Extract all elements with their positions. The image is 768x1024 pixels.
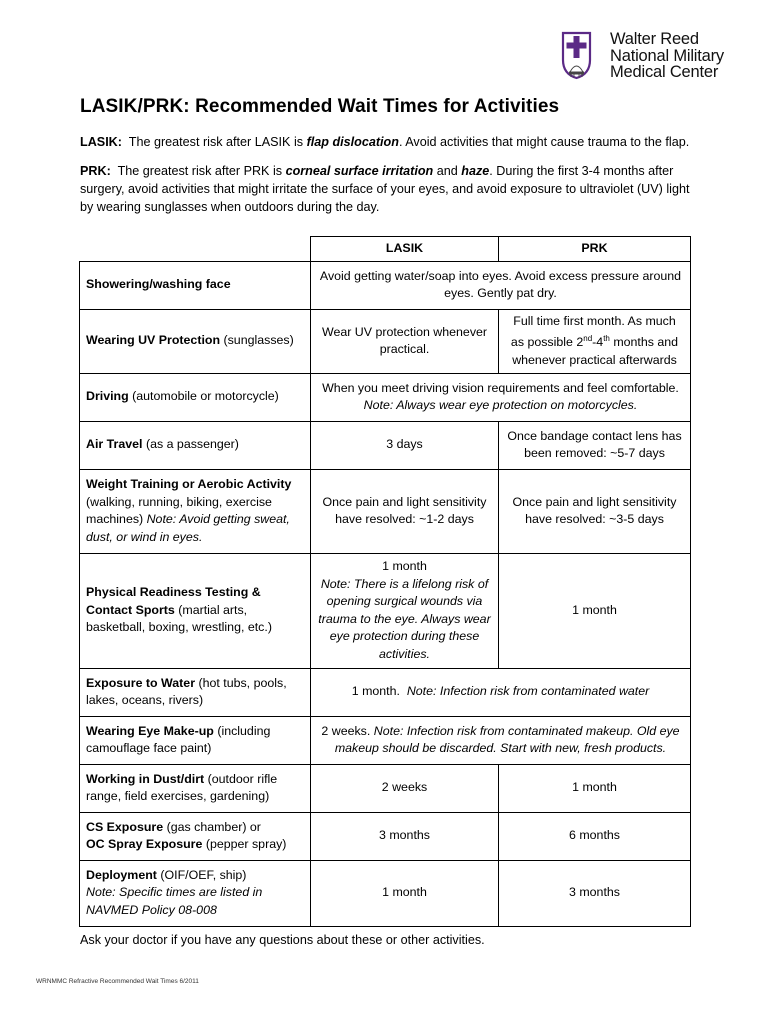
lasik-cell	[311, 553, 499, 668]
combined-note: Note: Infection risk from contaminated makeup. Old eye makeup should be discarded. Start with new, fresh products.	[334, 723, 680, 755]
lasik-cell: 3 months	[311, 812, 499, 860]
activity-name: Wearing Eye Make-up	[86, 723, 214, 738]
combined-cell	[311, 668, 691, 716]
activity-name: CS Exposure	[86, 819, 164, 834]
prk-text-c: months and whenever practical afterwards	[512, 335, 679, 367]
activity-name: Physical Readiness Testing & Contact Sports	[86, 585, 261, 617]
prk-text-b: -4	[592, 335, 604, 350]
page-title: LASIK/PRK: Recommended Wait Times for Activities	[80, 96, 560, 117]
prk-intro-text1: The greatest risk after PRK is	[117, 164, 283, 178]
prk-cell: 3 months	[499, 860, 691, 926]
activity-detail: (automobile or motorcycle)	[132, 389, 279, 404]
activity-name: Exposure to Water	[86, 675, 196, 690]
activity-detail: (OIF/OEF, ship)	[160, 867, 247, 882]
prk-text-a: Full time first month. As much as possible 2	[510, 313, 676, 350]
activity-detail: (sunglasses)	[223, 333, 294, 348]
activity-cell	[80, 553, 311, 668]
activity-cell	[80, 309, 311, 373]
combined-text: When you meet driving vision requirements and feel comfortable.	[322, 380, 679, 395]
lasik-cell: Wear UV protection whenever practical.	[311, 309, 499, 373]
activity-detail: (including camouflage face paint)	[86, 723, 271, 755]
prk-cell: 6 months	[499, 812, 691, 860]
activity-detail: (hot tubs, pools, lakes, oceans, rivers)	[86, 675, 287, 707]
activity-cell	[80, 764, 311, 812]
table-row	[80, 764, 691, 812]
activity-cell	[80, 668, 311, 716]
lasik-intro-label: LASIK:	[80, 135, 122, 149]
header-lasik: LASIK	[311, 237, 499, 262]
prk-sup-1: nd	[583, 334, 593, 344]
prk-cell: 1 month	[499, 553, 691, 668]
activity-cell	[80, 469, 311, 553]
cross-capitol-logo-icon	[560, 30, 606, 80]
table-row	[80, 309, 691, 373]
prk-intro-label: PRK:	[80, 164, 111, 178]
logo-line-2: National Military	[610, 46, 724, 65]
table-row	[80, 812, 691, 860]
prk-cell: 1 month	[499, 764, 691, 812]
wait-times-table	[79, 236, 691, 927]
prk-sup-2: th	[603, 334, 610, 344]
table-row	[80, 668, 691, 716]
combined-cell	[311, 373, 691, 421]
prk-cell	[499, 309, 691, 373]
lasik-intro-text1: The greatest risk after LASIK is	[128, 135, 304, 149]
activity-cell	[80, 812, 311, 860]
prk-intro-mid: and	[436, 164, 458, 178]
activity-detail-2: (pepper spray)	[205, 837, 287, 851]
combined-cell: Avoid getting water/soap into eyes. Avoid excess pressure around eyes. Gently pat dry.	[311, 261, 691, 309]
logo	[560, 30, 750, 85]
footer-question: Ask your doctor if you have any questions about these or other activities.	[80, 933, 485, 947]
logo-line-3: Medical Center	[610, 63, 719, 81]
activity-detail: (martial arts, basketball, boxing, wrestling, etc.)	[86, 602, 272, 635]
table-row	[80, 553, 691, 668]
table-header-row	[80, 237, 691, 262]
activity-cell	[80, 860, 311, 926]
lasik-intro-emph: flap dislocation	[306, 135, 399, 149]
header-blank-cell	[80, 237, 311, 262]
combined-cell	[311, 716, 691, 764]
lasik-value: 1 month	[382, 559, 427, 573]
table-row	[80, 469, 691, 553]
activity-name: Deployment	[86, 867, 157, 882]
activity-detail: (walking, running, biking, exercise machines)	[86, 494, 272, 526]
logo-line-1: Walter Reed	[610, 30, 699, 48]
activity-detail: (gas chamber) or	[166, 819, 261, 834]
prk-intro-emph1: corneal surface irritation	[285, 164, 434, 178]
activity-name: Driving	[86, 389, 129, 404]
table-row	[80, 261, 691, 309]
footer-reference: WRNMMC Refractive Recommended Wait Times 6/2011	[36, 978, 199, 985]
combined-note: Note: Infection risk from contaminated water	[406, 684, 650, 699]
lasik-cell: 1 month	[311, 860, 499, 926]
activity-cell	[80, 716, 311, 764]
combined-note: Note: Always wear eye protection on motorcycles.	[363, 398, 638, 412]
header-prk: PRK	[499, 237, 691, 262]
combined-text: 1 month.	[351, 684, 400, 699]
table-row	[80, 716, 691, 764]
activity-name-2: OC Spray Exposure	[86, 837, 203, 851]
table-row	[80, 860, 691, 926]
activity-note: Note: Specific times are listed in NAVMED Policy 08-008	[86, 885, 263, 917]
prk-intro	[80, 162, 700, 216]
activity-note: Note: Avoid getting sweat, dust, or wind in eyes.	[86, 512, 290, 544]
activity-name: Air Travel	[86, 437, 143, 452]
activity-cell	[80, 421, 311, 469]
prk-intro-text2: . During the first 3-4 months after surgery, avoid activities that might irritate the surface of your eyes, and avoid exposure to ultraviolet (UV) light by wearing sunglasses when outdoors during the day.	[80, 164, 690, 214]
table-row	[80, 421, 691, 469]
logo-text	[610, 31, 724, 81]
activity-cell: Showering/washing face	[80, 261, 311, 309]
lasik-cell: 2 weeks	[311, 764, 499, 812]
activity-detail: (as a passenger)	[145, 437, 239, 452]
lasik-note: Note: There is a lifelong risk of opening surgical wounds via trauma to the eye. Always wear eye protection during these activities.	[318, 576, 491, 661]
prk-cell: Once bandage contact lens has been removed: ~5-7 days	[499, 421, 691, 469]
lasik-cell: 3 days	[311, 421, 499, 469]
prk-intro-emph2: haze	[461, 164, 490, 178]
combined-text: 2 weeks.	[321, 723, 371, 738]
activity-name: Weight Training or Aerobic Activity	[86, 477, 292, 491]
prk-cell: Once pain and light sensitivity have resolved: ~3-5 days	[499, 469, 691, 553]
lasik-intro	[80, 133, 700, 151]
lasik-cell: Once pain and light sensitivity have resolved: ~1-2 days	[311, 469, 499, 553]
table-row	[80, 373, 691, 421]
activity-name: Wearing UV Protection	[86, 333, 221, 348]
activity-cell	[80, 373, 311, 421]
activity-detail: (outdoor rifle range, field exercises, gardening)	[86, 771, 278, 803]
activity-name: Working in Dust/dirt	[86, 771, 205, 786]
lasik-intro-text2: . Avoid activities that might cause trauma to the flap.	[398, 135, 690, 149]
